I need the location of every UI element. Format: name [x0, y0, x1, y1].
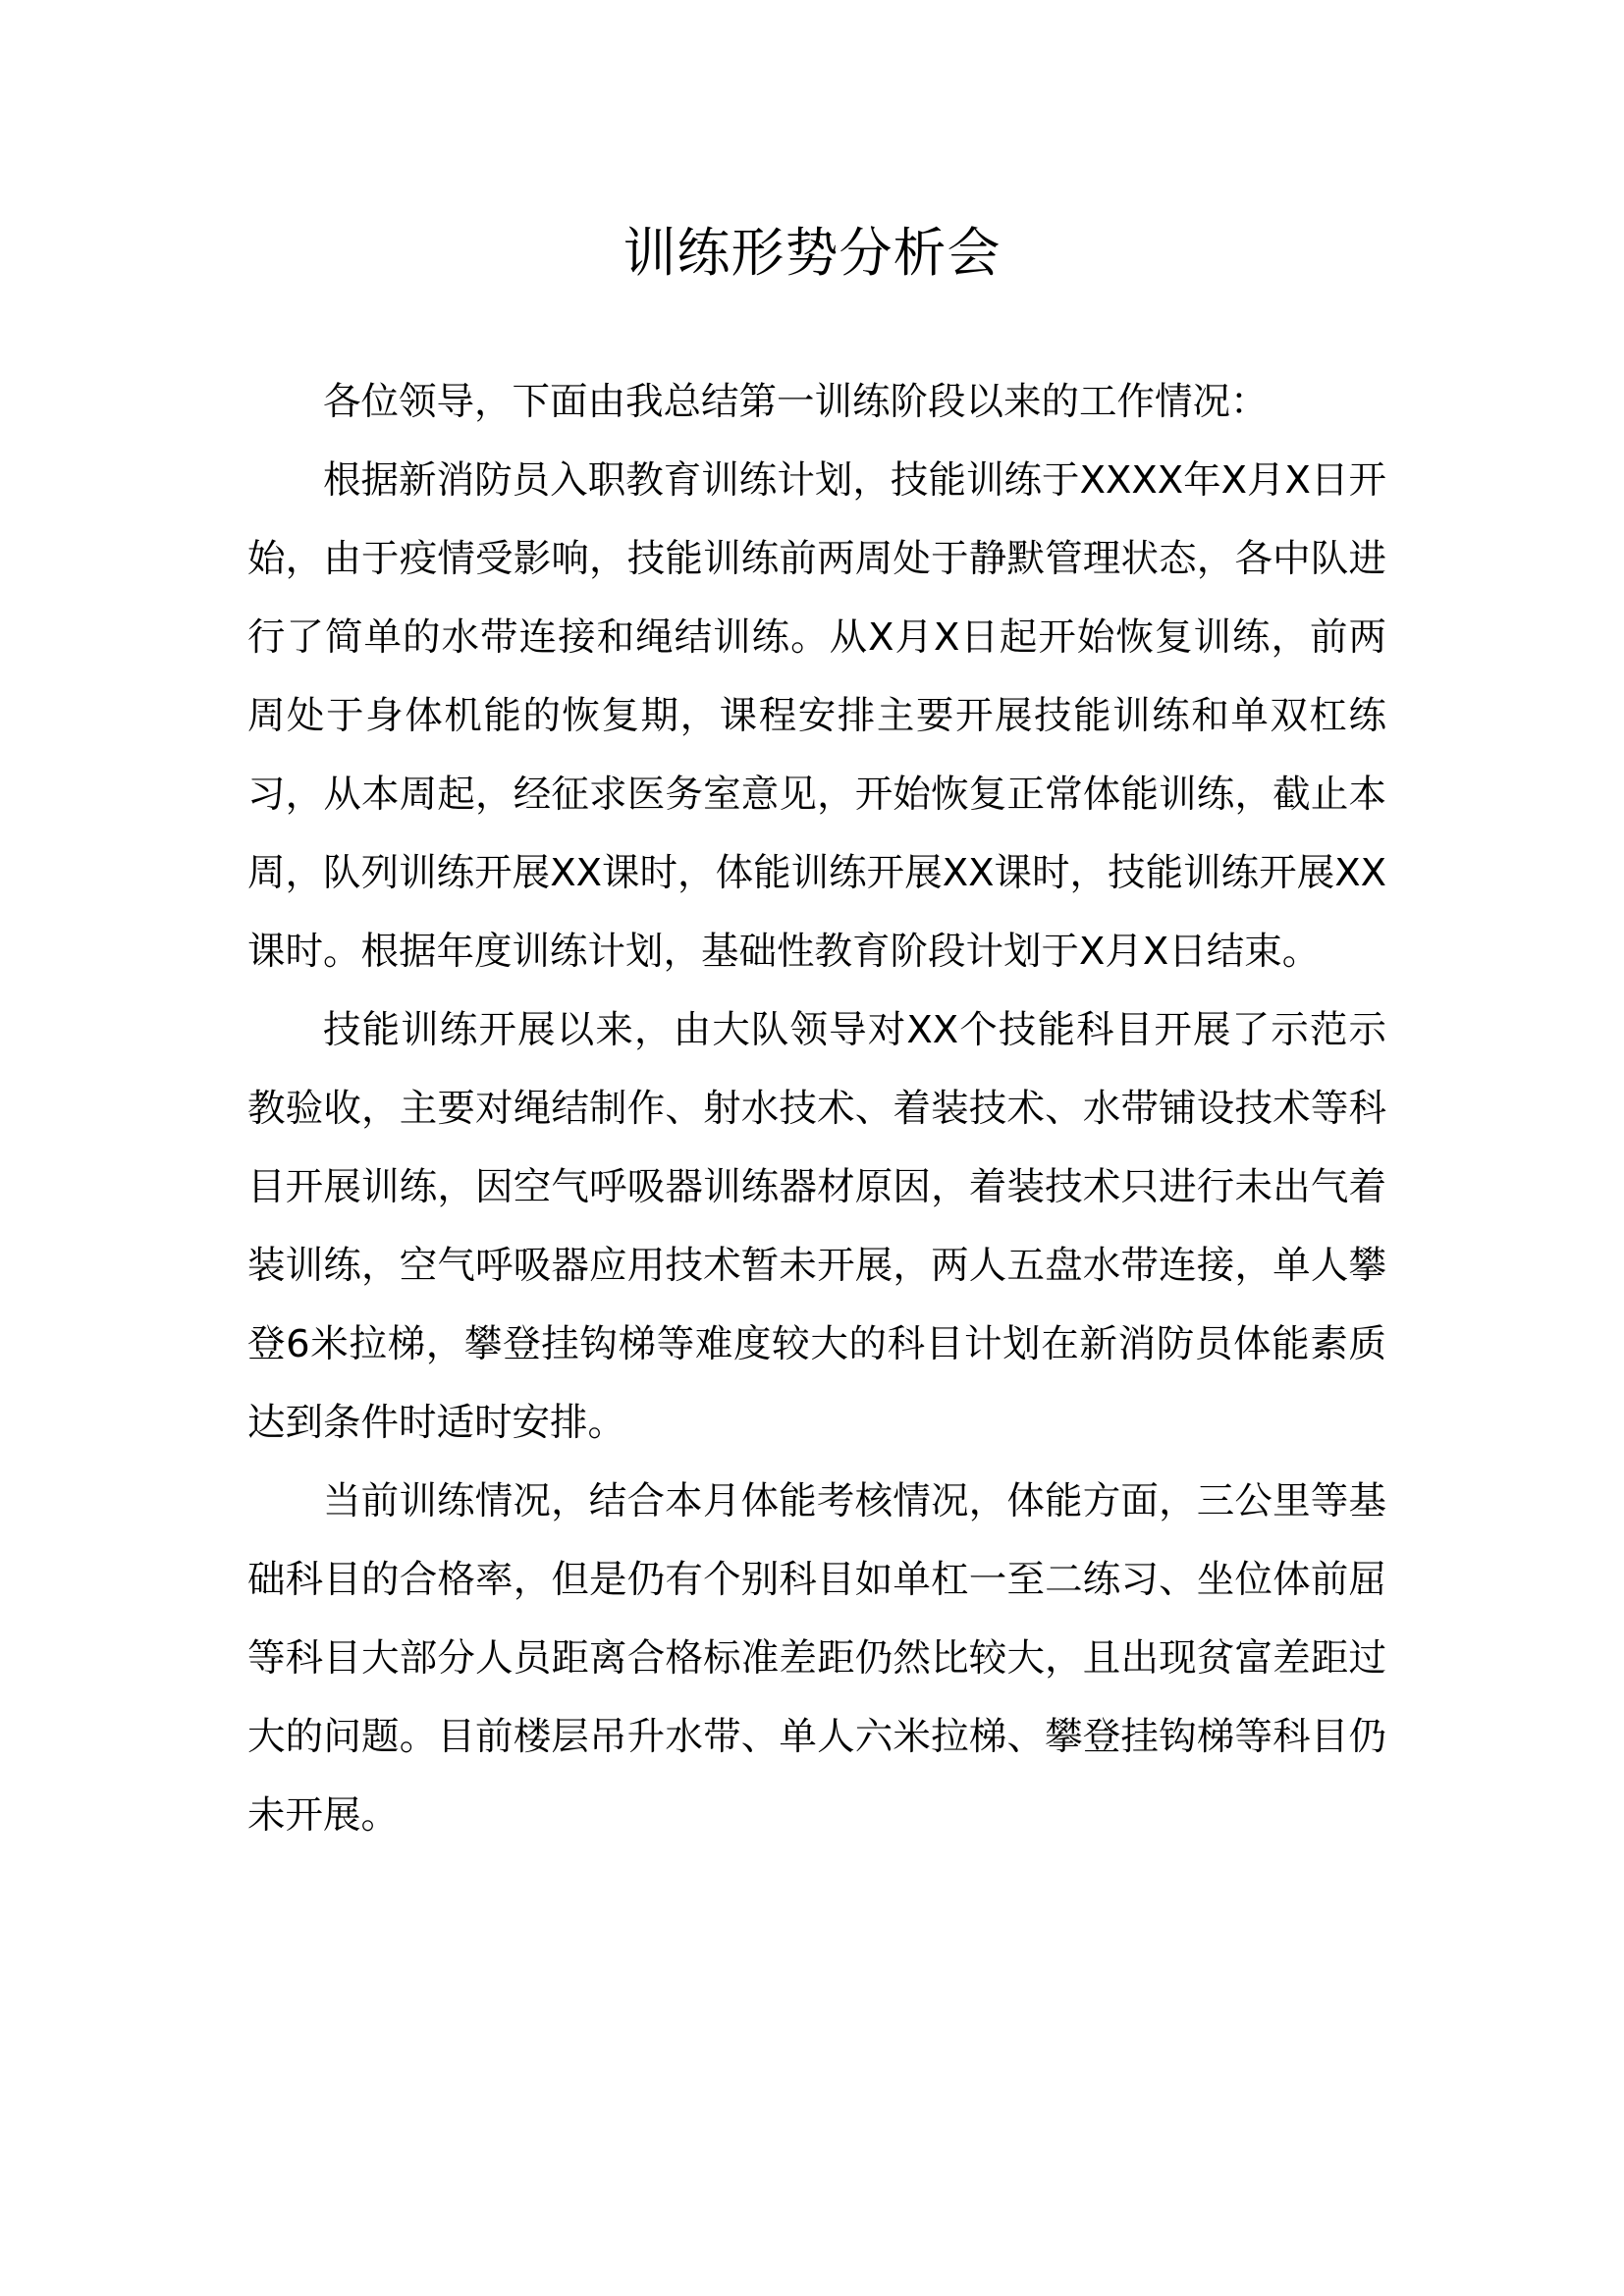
paragraph-greeting: 各位领导，下面由我总结第一训练阶段以来的工作情况： [323, 380, 1269, 424]
paragraph-training-progress: 根据新消防员入职教育训练计划，技能训练于XXXX年X月X日开始，由于疫情受影响，技能训练前两周处于静默管理状态，各中队进行了简单的水带连接和绳结训练。从X月X日起开始恢复训练，前两周处于身体机能的恢复期，课程安排主要开展技能训练和单双杠练习，从本周起，经征求医务室意见，开始恢复正常体能训练，截止本周，队列训练开展XX课时，体能训练开展XX课时，技能训练开展XX课时。根据年度训练计划，基础性教育阶段计划于X月X日结束。 [247, 458, 1386, 974]
paragraph-current-situation: 当前训练情况，结合本月体能考核情况，体能方面，三公里等基础科目的合格率，但是仍有个别科目如单杠一至二练习、坐位体前屈等科目大部分人员距离合格标准差距仍然比较大，且出现贫富差距过大的问题。目前楼层吊升水带、单人六米拉梯、攀登挂钩梯等科目仍未开展。 [247, 1479, 1386, 1838]
document-body [247, 363, 1386, 1855]
paragraph-skill-training: 技能训练开展以来，由大队领导对XX个技能科目开展了示范示教验收，主要对绳结制作、射水技术、着装技术、水带铺设技术等科目开展训练，因空气呼吸器训练器材原因，着装技术只进行未出气着装训练，空气呼吸器应用技术暂未开展，两人五盘水带连接，单人攀登6米拉梯，攀登挂钩梯等难度较大的科目计划在新消防员体能素质达到条件时适时安排。 [247, 1008, 1386, 1445]
document-title: 训练形势分析会 [623, 222, 1001, 284]
